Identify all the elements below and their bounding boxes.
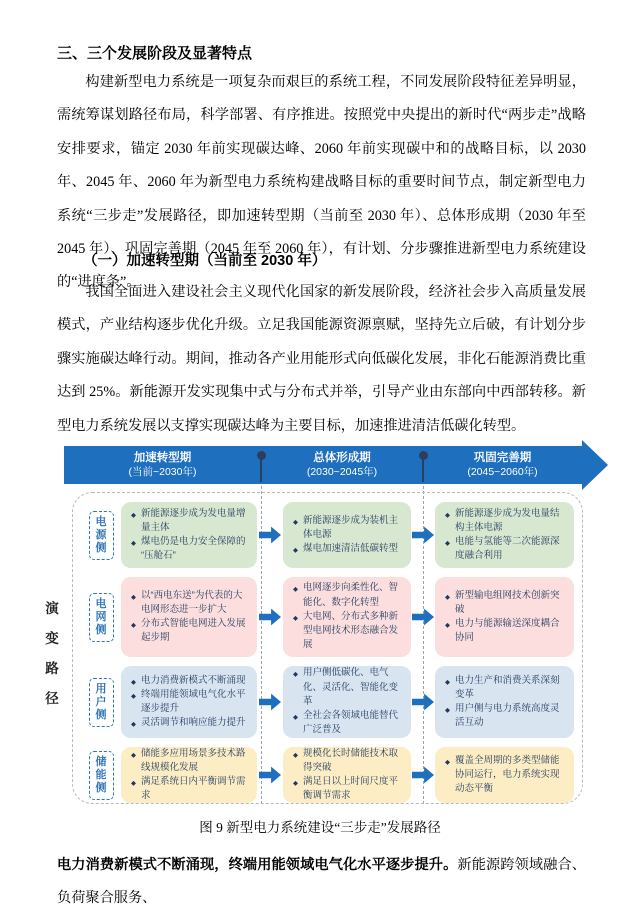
paragraph-overview: 构建新型电力系统是一项复杂而艰巨的系统工程，不同发展阶段特征差异明显，需统筹谋划路径布局，科学部署、有序推进。按照党中央提出的新时代“两步走”战略安排要求，锚定 2030 年前实现碳达峰、2060 年前实现碳中和的战略目标，以 2030 年、2045 年、2060 年为新型电力系统构建战略目标的重要时间节点，制定新型电力系统“三步走”发展路径，即加速转型期（当前至 2030 年）、总体形成期（2030 年至 2045 年）、巩固完善期（2045 年至 2060 年），有计划、分步骤推进新型电力系统建设的“进度条”。 <box>57 74 586 291</box>
list-item <box>291 666 403 709</box>
row-label-power-source-side: 电源侧 <box>89 511 114 560</box>
right-arrow-icon <box>259 765 281 785</box>
bullet-diamond-icon: ◆ <box>445 511 450 519</box>
cell-storage-phase2 <box>283 747 411 803</box>
bullet-diamond-icon: ◆ <box>293 518 298 526</box>
list-item <box>443 702 566 731</box>
right-arrow-icon <box>412 607 434 627</box>
cell-storage-phase3 <box>435 747 574 803</box>
cell-grid-phase2 <box>283 577 411 657</box>
figure-three-step-roadmap <box>45 446 610 811</box>
row-label-grid-side: 电网侧 <box>89 593 114 642</box>
roadmap-matrix <box>72 492 583 804</box>
bullet-diamond-icon: ◆ <box>131 511 136 519</box>
timeline-stem <box>422 458 424 482</box>
bullet-diamond-icon: ◆ <box>131 692 136 700</box>
right-arrow-icon <box>412 765 434 785</box>
bullet-diamond-icon: ◆ <box>293 614 298 622</box>
paragraph-stage1: 我国全面进入建设社会主义现代化国家的新发展阶段，经济社会步入高质量发展模式，产业结构逐步优化升级。立足我国能源资源禀赋，坚持先立后破，有计划分步骤实施碳达峰行动。期间，推动各产业用能形式向低碳化发展，非化石能源消费比重达到 25%。新能源开发实现集中式与分布式并举，引导产业由东部向中西部转移。新型电力系统发展以支撑实现碳达峰为主要目标，加速推进清洁低碳化转型。 <box>57 284 586 434</box>
bullet-diamond-icon: ◆ <box>293 586 298 594</box>
bullet-text: 煤电仍是电力安全保障的“压舱石” <box>141 536 246 562</box>
list-item <box>443 589 566 618</box>
bullet-text: 满足系统日内平衡调节需求 <box>141 776 246 802</box>
phase-period: (2030~2045年) <box>306 465 378 478</box>
bullet-text: 新能源逐步成为装机主体电源 <box>303 514 399 540</box>
row-label-user-side: 用户侧 <box>89 678 114 727</box>
cell-grid-phase1 <box>121 577 257 657</box>
bullet-text: 用户侧与电力系统高度灵活互动 <box>455 703 560 729</box>
right-arrow-icon <box>259 692 281 712</box>
list-item <box>291 709 403 738</box>
right-arrow-icon <box>259 525 281 545</box>
bullet-diamond-icon: ◆ <box>131 721 136 729</box>
phase-period: (当前~2030年) <box>128 465 197 478</box>
bullet-text: 用户侧低碳化、电气化、灵活化、智能化变革 <box>303 667 399 707</box>
list-item <box>129 775 249 804</box>
bullet-diamond-icon: ◆ <box>293 547 298 555</box>
cell-user-phase1 <box>121 666 257 738</box>
subsection-title: （一）加速转型期（当前至 2030 年） <box>83 253 327 269</box>
bullet-text: 新能源逐步成为发电量增量主体 <box>141 507 246 533</box>
bullet-text: 新型输电组网技术创新突破 <box>455 589 560 615</box>
bullet-diamond-icon: ◆ <box>293 780 298 787</box>
timeline-arrow-banner <box>64 446 582 484</box>
bullet-text: 电力与能源输送深度耦合协同 <box>455 618 560 644</box>
list-item <box>129 507 249 536</box>
list-item <box>129 674 249 688</box>
bullet-text: 储能多应用场景多技术路线规模化发展 <box>141 747 246 773</box>
bullet-text: 终端用能领域电气化水平逐步提升 <box>141 688 246 714</box>
bullet-text: 电力生产和消费关系深刻变革 <box>455 674 560 700</box>
list-item <box>291 542 403 556</box>
bullet-diamond-icon: ◆ <box>131 751 136 759</box>
phase-name: 加速转型期 <box>133 452 192 465</box>
bullet-diamond-icon: ◆ <box>445 593 450 601</box>
paragraph-closing <box>57 849 586 916</box>
list-item <box>443 535 566 564</box>
bullet-text: 以“西电东送”为代表的大电网形态进一步扩大 <box>141 589 243 615</box>
closing-rest-text: 新能源跨领域融合、负荷聚合服务、 <box>57 857 586 907</box>
bullet-diamond-icon: ◆ <box>131 593 136 601</box>
timeline-stem <box>260 458 262 482</box>
list-item <box>291 581 403 610</box>
right-arrow-icon <box>412 525 434 545</box>
bullet-text: 电网逐步向柔性化、智能化、数字化转型 <box>303 582 399 608</box>
bullet-diamond-icon: ◆ <box>293 751 298 759</box>
phase-accelerated-transition <box>64 446 261 484</box>
list-item <box>291 610 403 653</box>
bullet-text: 满足日以上时间尺度平衡调节需求 <box>303 776 399 802</box>
bullet-diamond-icon: ◆ <box>293 714 298 722</box>
bullet-text: 分布式智能电网进入发展起步期 <box>141 618 246 644</box>
list-item <box>129 688 249 717</box>
figure-caption: 图 9 新型电力系统建设“三步走”发展路径 <box>199 820 441 835</box>
bullet-diamond-icon: ◆ <box>131 780 136 787</box>
phase-overall-formation <box>261 446 423 484</box>
row-label-storage-side: 储能侧 <box>89 751 114 800</box>
bullet-diamond-icon: ◆ <box>293 671 298 679</box>
bullet-text: 煤电加速清洁低碳转型 <box>303 543 399 555</box>
list-item <box>291 747 403 776</box>
bullet-text: 全社会各领域电能替代广泛普及 <box>303 710 399 736</box>
bullet-diamond-icon: ◆ <box>445 758 450 766</box>
cell-storage-phase1 <box>121 747 257 803</box>
bullet-text: 电力消费新模式不断涌现 <box>141 674 246 686</box>
list-item <box>129 617 249 646</box>
figure-side-label: 演变路径 <box>45 601 59 706</box>
cell-source-phase3 <box>435 502 574 568</box>
list-item <box>129 716 249 730</box>
phase-consolidation-improvement <box>423 446 582 484</box>
bullet-diamond-icon: ◆ <box>131 622 136 629</box>
timeline-arrowhead-icon <box>582 440 608 490</box>
bullet-diamond-icon: ◆ <box>131 540 136 547</box>
bullet-text: 电能与氢能等二次能源深度融合利用 <box>455 536 560 562</box>
bullet-diamond-icon: ◆ <box>445 540 450 547</box>
bullet-diamond-icon: ◆ <box>445 622 450 629</box>
phase-name: 总体形成期 <box>313 452 371 465</box>
bullet-diamond-icon: ◆ <box>445 678 450 686</box>
right-arrow-icon <box>412 692 434 712</box>
list-item <box>443 674 566 703</box>
list-item <box>443 617 566 646</box>
bullet-text: 覆盖全周期的多类型储能协同运行，电力系统实现动态平衡 <box>455 754 560 795</box>
bullet-diamond-icon: ◆ <box>131 678 136 686</box>
cell-user-phase2 <box>283 666 411 738</box>
list-item <box>129 535 249 564</box>
list-item <box>291 775 403 804</box>
cell-source-phase2 <box>283 502 411 568</box>
cell-user-phase3 <box>435 666 574 738</box>
right-arrow-icon <box>259 607 281 627</box>
bullet-text: 新能源逐步成为发电量结构主体电源 <box>455 507 560 533</box>
bullet-text: 大电网、分布式多种新型电网技术形态融合发展 <box>303 610 399 651</box>
list-item <box>443 507 566 536</box>
cell-grid-phase3 <box>435 577 574 657</box>
list-item <box>291 514 403 543</box>
bullet-diamond-icon: ◆ <box>445 707 450 714</box>
section-title: 三、三个发展阶段及显著特点 <box>57 45 253 62</box>
cell-source-phase1 <box>121 502 257 568</box>
list-item <box>129 747 249 776</box>
list-item <box>129 589 249 618</box>
bullet-text: 规模化长时储能技术取得突破 <box>303 747 399 773</box>
phase-name: 巩固完善期 <box>473 452 532 465</box>
bullet-text: 灵活调节和响应能力提升 <box>141 717 246 729</box>
list-item <box>443 754 566 797</box>
closing-bold-text: 电力消费新模式不断涌现，终端用能领域电气化水平逐步提升。 <box>57 857 458 873</box>
phase-period: (2045~2060年) <box>467 465 538 478</box>
